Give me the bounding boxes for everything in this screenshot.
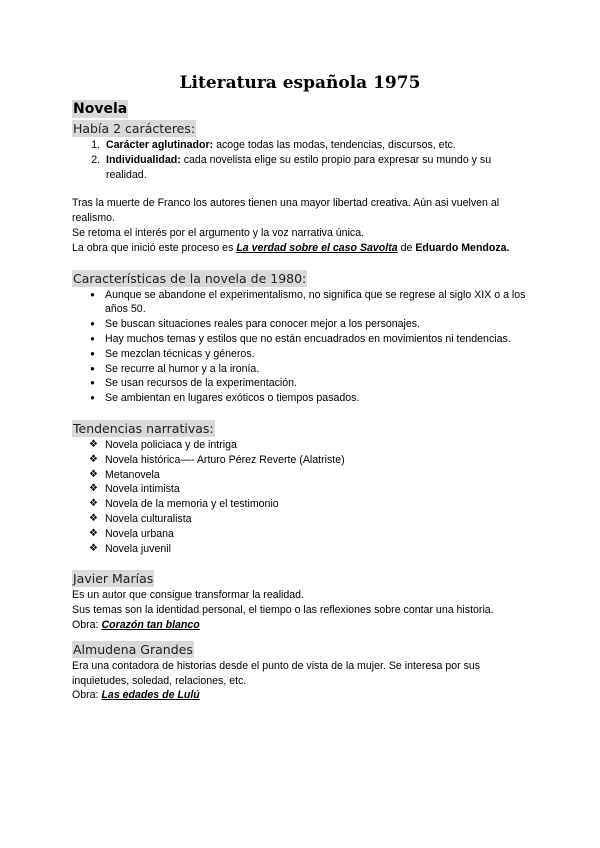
definition: acoge todas las modas, tendencias, discursos, etc.: [213, 139, 456, 151]
marias-heading: [72, 570, 528, 587]
caracteristicas-heading: [72, 270, 528, 287]
definition: cada novelista elige su estilo propio para expresar su mundo y su realidad.: [106, 153, 492, 181]
obra-label: Obra:: [72, 689, 102, 702]
list-item: ❖ Novela histórica—- Arturo Pérez Reverte (Alatriste): [105, 453, 528, 468]
list-item: ● Aunque se abandone el experimentalismo, no significa que se regrese al siglo XIX o a los años 50.: [105, 288, 528, 318]
intro-text: La obra que inició este proceso es: [72, 241, 237, 254]
list-item: ❖ Novela intimista: [105, 482, 528, 497]
section-heading-novela: [72, 100, 528, 118]
intro-paragraph-1: Tras la muerte de Franco los autores tienen una mayor libertad creativa. Aún asi vuelven al realismo.: [72, 197, 500, 225]
list-item: ❖ Novela de la memoria y el testimonio: [105, 497, 528, 512]
tendencias-heading-text: Tendencias narrativas:: [73, 420, 214, 436]
list-item: ● Se buscan situaciones reales para conocer mejor a los personajes.: [105, 317, 528, 332]
list-item: ❖ Metanovela: [105, 468, 528, 483]
list-item: ● Se ambientan en lugares exóticos o tiempos pasados.: [105, 391, 528, 406]
grandes-heading-text: Almudena Grandes: [73, 641, 193, 657]
caracteristicas-heading-text: Características de la novela de 1980:: [73, 270, 307, 286]
list-item: ● Hay muchos temas y estilos que no están encuadrados en movimientos ni tendencias.: [105, 332, 528, 347]
list-item: [103, 138, 528, 153]
list-item: ● Se usan recursos de la experimentación.: [105, 376, 528, 391]
list-item: ● Se recurre al humor y a la ironía.: [105, 362, 528, 377]
section-heading-text: Novela: [73, 101, 128, 117]
work-title-savolta: La verdad sobre el caso Savolta: [236, 241, 398, 254]
intro-connector: de: [397, 241, 416, 254]
document-title: Literatura española 1975: [179, 73, 421, 93]
intro-paragraph-3: [72, 241, 528, 256]
document-page: [72, 72, 528, 703]
list-item: [103, 153, 528, 183]
list-item: ❖ Novela policiaca y de intriga: [105, 438, 528, 453]
term: Carácter aglutinador:: [106, 139, 214, 151]
marias-heading-text: Javier Marías: [73, 571, 154, 587]
list-item: ❖ Novela juvenil: [105, 542, 528, 557]
grandes-obra: [72, 688, 528, 703]
tendencias-list: [72, 438, 528, 556]
tendencias-heading: [72, 420, 528, 437]
term: Individualidad:: [106, 153, 181, 166]
caracteristicas-list: [72, 288, 528, 406]
author-mendoza: Eduardo Mendoza.: [415, 241, 510, 254]
work-title-lulu: Las edades de Lulú: [101, 689, 200, 702]
marias-paragraph-2: Sus temas son la identidad personal, el tiempo o las reflexiones sobre contar una historia.: [72, 604, 494, 617]
grandes-paragraph-1: Era una contadora de historias desde el punto de vista de la mujer. Se interesa por sus inquietudes, soledad, relaciones, etc.: [72, 659, 481, 687]
work-title-corazon: Corazón tan blanco: [101, 618, 200, 631]
caracteres-list: [72, 138, 528, 182]
list-item: ● Se mezclan técnicas y géneros.: [105, 347, 528, 362]
grandes-heading: [72, 641, 528, 658]
intro-paragraph-2: Se retoma el interés por el argumento y la voz narrativa única.: [72, 226, 365, 239]
list-item: ❖ Novela urbana: [105, 527, 528, 542]
obra-label: Obra:: [72, 618, 102, 631]
caracteres-heading: [72, 120, 528, 137]
marias-obra: [72, 618, 528, 633]
list-item: ❖ Novela culturalista: [105, 512, 528, 527]
caracteres-heading-text: Había 2 carácteres:: [73, 121, 196, 136]
marias-paragraph-1: Es un autor que consigue transformar la realidad.: [72, 589, 305, 602]
